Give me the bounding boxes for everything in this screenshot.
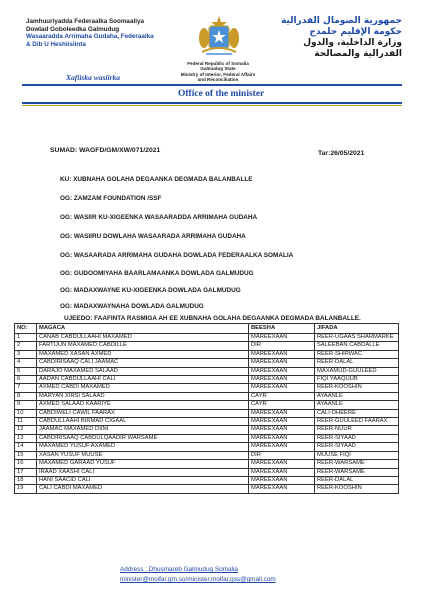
table-row: [15, 434, 399, 442]
cell-name: CABDIWELI CAWIL FAARAX: [37, 409, 249, 417]
header-divider-blue: [22, 102, 402, 104]
cell-subclan: SALEEBAN CABDALLE: [315, 342, 399, 350]
table-row: [15, 359, 399, 367]
cell-name: AXMED CABDI MAXAMED: [37, 384, 249, 392]
cell-clan: CAYR: [249, 392, 315, 400]
cell-no: 3: [15, 350, 37, 358]
cell-no: 17: [15, 468, 37, 476]
cell-name: JAAMAC MAXAMED DIINI: [37, 426, 249, 434]
cell-clan: MAREEXAAN: [249, 376, 315, 384]
cell-clan: MAREEXAAN: [249, 443, 315, 451]
letter-date: Tar:26/05/2021: [318, 150, 365, 157]
cell-clan: MAREEXAAN: [249, 434, 315, 442]
subject-line: UJEEDO: FAAFINTA RASMIGA AH EE XUBNAHA GOLAHA DEGAANKA DEGMADA BALANBALLE.: [64, 315, 361, 322]
column-header-name: MAGACA: [37, 324, 249, 334]
cell-no: 13: [15, 434, 37, 442]
cell-no: 11: [15, 418, 37, 426]
table-row: [15, 443, 399, 451]
cell-subclan: REER-UGAAS SHARMARKE: [315, 334, 399, 342]
cell-subclan: REER-SIYAAD: [315, 434, 399, 442]
recipient-line: OG: WASIIRU DOWLAHA WASAARADA ARRIMAHA GUDAHA: [60, 233, 246, 240]
cell-no: 19: [15, 485, 37, 493]
reference-number: SUMAD: WAGFD/GM/XW/071/2021: [50, 147, 161, 154]
header-right-arabic: [272, 16, 402, 60]
recipient-line: OG: WASAARADA ARRIMAHA GUDAHA DOWLADA FEDERAALKA SOMALIA: [60, 252, 294, 259]
cell-no: 9: [15, 401, 37, 409]
cell-clan: MAREEXAAN: [249, 485, 315, 493]
emblem-caption: [160, 61, 276, 82]
header-left-ministry-line: & Dib U Heshiisiinta: [26, 40, 86, 48]
cell-no: 18: [15, 476, 37, 484]
cell-clan: MAREEXAAN: [249, 426, 315, 434]
cell-clan: MAREEXAAN: [249, 418, 315, 426]
cell-name: FARTUUN MAXAMED CABDILLE: [37, 342, 249, 350]
cell-name: AXMED SALAAD KAARIYE: [37, 401, 249, 409]
cell-subclan: REER-DALAL: [315, 359, 399, 367]
footer-email-link[interactable]: minister@moifar.gm.so/minister.moifar.gss@gmail.com: [120, 576, 276, 583]
recipient-line: OG: GUDOOMIYAHA BAARLAMAANKA DOWLADA GALMUDUG: [60, 270, 254, 277]
cell-clan: MAREEXAAN: [249, 409, 315, 417]
table-row: [15, 376, 399, 384]
column-header-subclan: JIFADA: [315, 324, 399, 334]
table-row: [15, 460, 399, 468]
cell-clan: MAREEXAAN: [249, 359, 315, 367]
cell-no: 15: [15, 451, 37, 459]
cell-clan: DIR: [249, 342, 315, 350]
cell-name: MARYAN XIRSI SALAAD: [37, 392, 249, 400]
recipient-line: KU: XUBNAHA GOLAHA DEGAANKA DEGMADA BALANBALLE: [60, 176, 253, 183]
table-row: [15, 418, 399, 426]
recipient-line: OG: MADAXWAYNAHA DOWLADA GALMUDUG: [60, 303, 204, 310]
cell-subclan: FIQI YAAQUUB: [315, 376, 399, 384]
cell-no: 10: [15, 409, 37, 417]
cell-subclan: MAXAMUD-GUULEED: [315, 367, 399, 375]
header-left-somali: [26, 18, 176, 48]
recipient-line: OG: WASIIR KU-XIGEENKA WASAARADDA ARRIMAHA GUDAHA: [60, 214, 258, 221]
cell-clan: MAREEXAAN: [249, 476, 315, 484]
table-row: [15, 409, 399, 417]
cell-no: 5: [15, 367, 37, 375]
table-row: [15, 468, 399, 476]
cell-subclan: CALI-DHEERE: [315, 409, 399, 417]
table-row: [15, 451, 399, 459]
header-left-line: Jamhuuriyadda Federaalka Soomaaliya: [26, 18, 144, 25]
cell-name: AADAN CABDULLAAHI CALI: [37, 376, 249, 384]
header-divider-blue: [22, 84, 402, 86]
emblem-caption-line: and Reconciliation: [197, 76, 239, 82]
cell-clan: MAREEXAAN: [249, 350, 315, 358]
recipient-line: OG: MADAXWAYNE KU-XIGEENKA DOWLADA GALMUDUG: [60, 287, 241, 294]
cell-name: HANI SAACID CALI: [37, 476, 249, 484]
table-row: [15, 426, 399, 434]
cell-no: 4: [15, 359, 37, 367]
cell-name: CABDULLAAHI BIRMAD CIGAAL: [37, 418, 249, 426]
emblem-caption-line: Ministry of Interior, Federal Affairs: [180, 71, 256, 77]
cell-no: 12: [15, 426, 37, 434]
cell-no: 6: [15, 376, 37, 384]
table-header-row: [15, 324, 399, 334]
cell-subclan: REER-DALAL: [315, 476, 399, 484]
cell-clan: MAREEXAAN: [249, 460, 315, 468]
cell-clan: MAREEXAAN: [249, 468, 315, 476]
footer-address: Address : Dhusmareb Galmudug Somalia: [120, 566, 238, 573]
emblem-caption-line: Galmudug State: [200, 66, 236, 72]
cell-name: DARAJO MAXAMED SALAAD: [37, 367, 249, 375]
table-row: [15, 392, 399, 400]
cell-clan: CAYR: [249, 401, 315, 409]
header-right-line: حكومة الإقليم جلمدج: [309, 27, 402, 37]
cell-no: 7: [15, 384, 37, 392]
cell-no: 8: [15, 392, 37, 400]
table-row: [15, 342, 399, 350]
cell-name: MAXAMED GARAAD YUSUF: [37, 460, 249, 468]
somalia-coat-of-arms-emblem: [196, 14, 242, 60]
cell-clan: MAREEXAAN: [249, 384, 315, 392]
cell-name: CABDIRISAAQ CALI JAAMAC: [37, 359, 249, 367]
cell-subclan: REER-NUUR: [315, 426, 399, 434]
cell-name: XASAN YUSUF MUUSE: [37, 451, 249, 459]
cell-clan: MAREEXAAN: [249, 334, 315, 342]
cell-subclan: REER-SIYAAD: [315, 443, 399, 451]
cell-subclan: AYAANLE: [315, 392, 399, 400]
office-title: Office of the minister: [178, 89, 265, 99]
cell-clan: DIR: [249, 451, 315, 459]
cell-subclan: REER-GUULEED FAARAX: [315, 418, 399, 426]
cell-name: MAXAMED XASAN AXMED: [37, 350, 249, 358]
column-header-clan: BEESHA: [249, 324, 315, 334]
table-row: [15, 350, 399, 358]
recipient-line: OG: ZAMZAM FOUNDATION /SSF: [60, 195, 162, 202]
cell-subclan: REER-WARSAME: [315, 468, 399, 476]
office-label: Xafiiska wasiirka: [66, 73, 120, 82]
cell-no: 14: [15, 443, 37, 451]
cell-name: MAXAMED YUSUF AXAMED: [37, 443, 249, 451]
cell-name: CALI CABDI MAXAMED: [37, 485, 249, 493]
column-header-no: NO:: [15, 324, 37, 334]
cell-no: 2: [15, 342, 37, 350]
cell-no: 16: [15, 460, 37, 468]
cell-subclan: REER-WARSAME: [315, 460, 399, 468]
header-right-ministry-line: الفدرالية والمصالحة: [314, 49, 402, 59]
header-right-line: جمهورية الصومال الفدرالية: [280, 16, 402, 26]
cell-subclan: REER-SHIRWAC: [315, 350, 399, 358]
cell-clan: MAREEXAAN: [249, 367, 315, 375]
table-row: [15, 401, 399, 409]
table-row: [15, 334, 399, 342]
cell-name: IRAAD XAASHI CALI: [37, 468, 249, 476]
cell-subclan: AYAANLE: [315, 401, 399, 409]
header-left-line: Dowlad Goboleedka Galmudug: [26, 25, 120, 33]
header-divider-gold: [22, 105, 402, 106]
cell-name: CABDIRISAAQ CABDULQAADIR WARSAME: [37, 434, 249, 442]
table-row: [15, 476, 399, 484]
cell-subclan: REER-KOOSHIN: [315, 485, 399, 493]
cell-subclan: MUUSE FIQI: [315, 451, 399, 459]
header-left-ministry-line: Wasaaradda Arrimaha Gudaha, Federaalka: [26, 33, 154, 41]
cell-subclan: REER-KOOSHIN: [315, 384, 399, 392]
header-right-ministry-line: وزارة الداخلية، والدول: [303, 38, 402, 48]
table-row: [15, 367, 399, 375]
cell-no: 1: [15, 334, 37, 342]
cell-name: CANAB CABDULLAAHI MAXAMED: [37, 334, 249, 342]
table-row: [15, 384, 399, 392]
emblem-caption-line: Federal Republic of Somalia: [187, 61, 249, 66]
table-row: [15, 485, 399, 493]
members-table: [14, 323, 399, 494]
